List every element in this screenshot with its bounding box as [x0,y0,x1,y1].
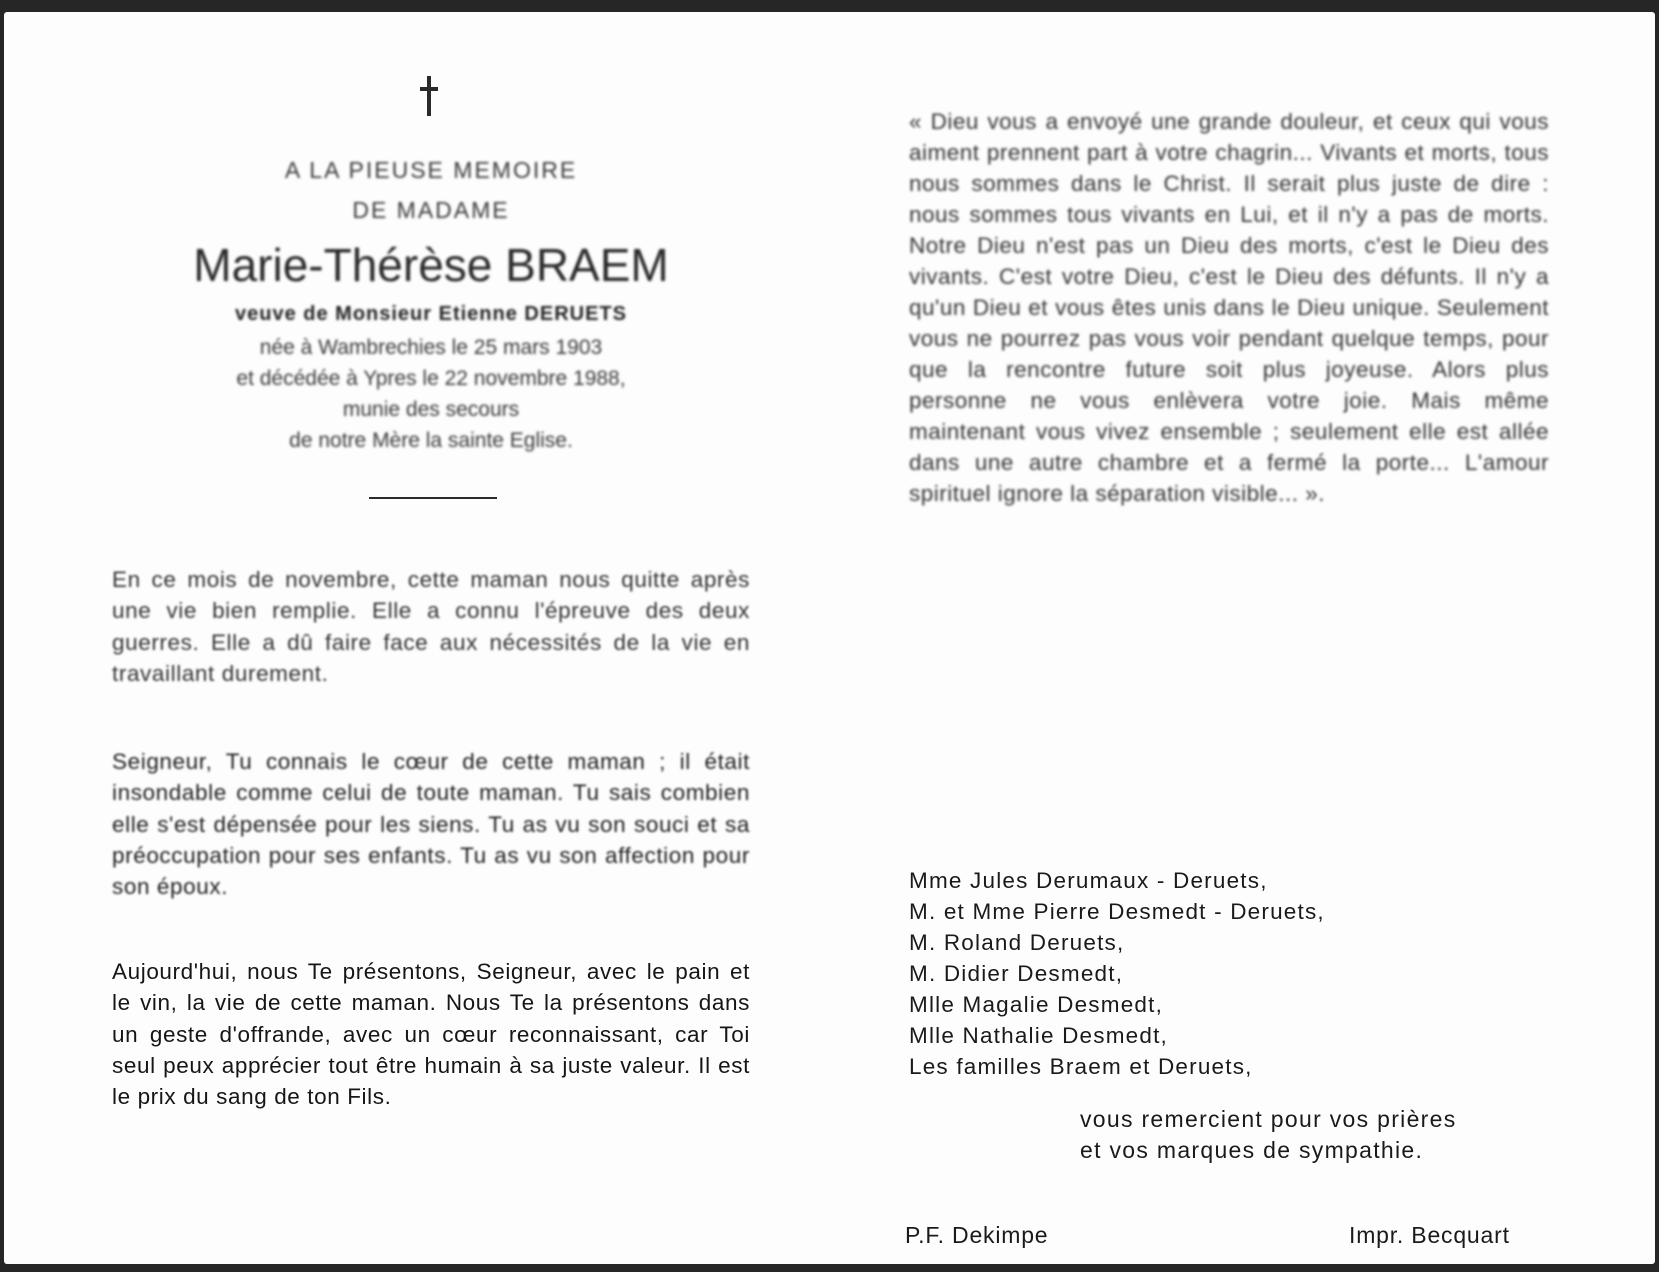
family-member: M. et Mme Pierre Desmedt - Deruets, [909,899,1325,924]
family-list [909,865,1549,1082]
divider [369,497,497,499]
family-member: Mme Jules Derumaux - Deruets, [909,868,1268,893]
memorial-card [4,12,1655,1264]
family-member: Les familles Braem et Deruets, [909,1054,1253,1079]
paragraph-3: Aujourd'hui, nous Te présentons, Seigneur, avec le pain et le vin, la vie de cette maman. Nous Te la présentons dans un geste d'offrande, avec un cœur reconnaissant, car Toi seul peux apprécier tout être humain à sa juste valeur. Il est le prix du sang de ton Fils. [112,959,750,1110]
deceased-name: Marie-Thérèse BRAEM [193,239,669,291]
quote-text: « Dieu vous a envoyé une grande douleur, et ceux qui vous aiment prennent part à votre chagrin... Vivants et morts, tous nous sommes dans le Christ. Il serait plus juste de dire : nous sommes tous vivants en Lui, et il n'y a pas de morts. Notre Dieu n'est pas un Dieu des morts, c'est le Dieu des vivants. C'est votre Dieu, c'est le Dieu des défunts. Il n'y a qu'un Dieu et vous êtes unis dans le Dieu unique. Seulement vous ne pourrez pas vous voir pendant quelque temps, pour que la rencontre future soit plus joyeuse. Alors plus personne ne vous enlèvera votre joie. Mais même maintenant vous vivez ensemble ; seulement elle est allée dans une autre chambre et a fermé la porte... L'amour spirituel ignore la séparation visible... ». [909,109,1549,506]
paragraph-2: Seigneur, Tu connais le cœur de cette maman ; il était insondable comme celui de toute maman. Tu sais combien elle s'est dépensée pour les siens. Tu as vu son souci et sa préoccupation pour ses enfants. Tu as vu son affection pour son époux. [112,749,750,900]
death-line: et décédée à Ypres le 22 novembre 1988, [236,367,626,390]
memory-line-1: A LA PIEUSE MEMOIRE [284,157,578,183]
family-member: M. Roland Deruets, [909,930,1125,955]
family-member: M. Didier Desmedt, [909,961,1124,986]
family-member: Mlle Nathalie Desmedt, [909,1023,1168,1048]
cross-icon [417,74,441,118]
memorial-header [112,150,750,456]
family-member: Mlle Magalie Desmedt, [909,992,1164,1017]
thanks-line-2: et vos marques de sympathie. [1080,1137,1424,1163]
birth-line: née à Wambrechies le 25 mars 1903 [259,336,603,359]
rites-line-2: de notre Mère la sainte Eglise. [289,429,573,452]
paragraph-1: En ce mois de novembre, cette maman nous quitte après une vie bien remplie. Elle a connu l'épreuve des deux guerres. Elle a dû faire face aux nécessités de la vie en travaillant durement. [112,567,750,686]
thanks-text [1080,1104,1550,1166]
widow-of: veuve de Monsieur Etienne DERUETS [235,303,627,325]
memory-line-2: DE MADAME [352,197,510,223]
printer-credit: Impr. Becquart [1349,1222,1510,1248]
thanks-line-1: vous remercient pour vos prières [1080,1106,1457,1132]
funeral-home-credit: P.F. Dekimpe [905,1222,1049,1248]
rites-line-1: munie des secours [342,398,520,421]
